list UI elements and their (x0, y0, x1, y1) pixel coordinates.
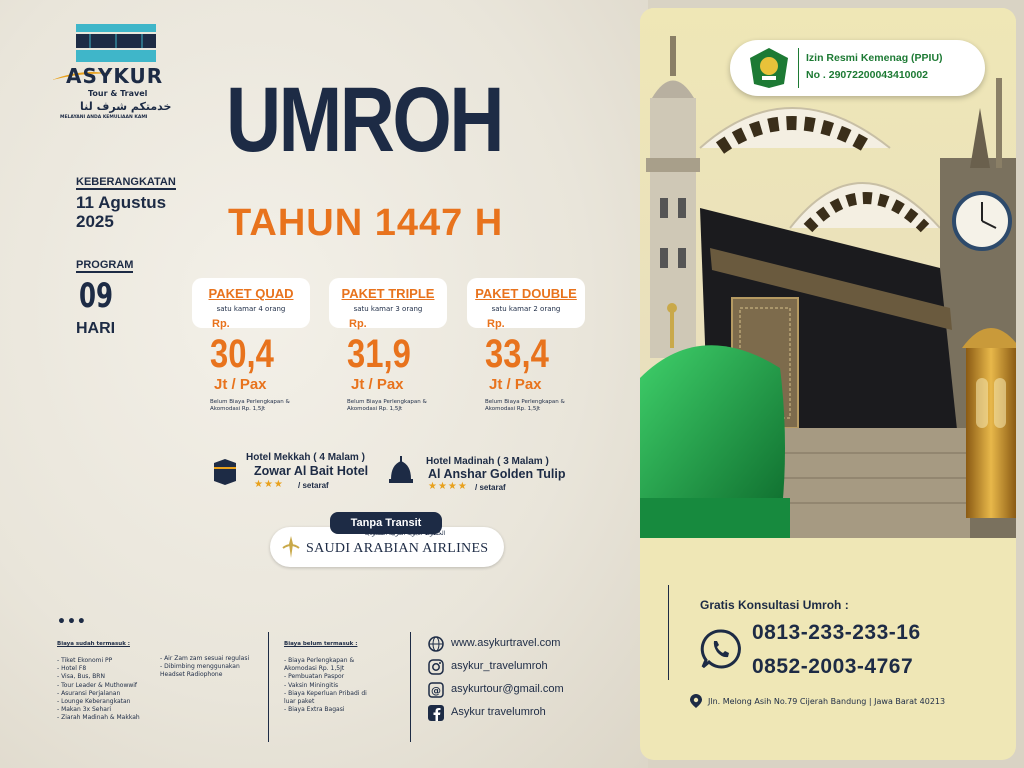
excluded-list (284, 657, 380, 714)
program-label: PROGRAM (76, 259, 134, 271)
brand-name: ASYKUR (66, 64, 164, 88)
package-price: 33,4 (485, 332, 549, 376)
kaaba-icon (212, 455, 238, 485)
package-note: Belum Biaya Perlengkapan & Akomodasi Rp. 1,5Jt (210, 399, 290, 412)
hotel-mekkah-name: Zowar Al Bait Hotel (254, 464, 369, 478)
brand-arabic: خدمتكم شرف لنا (80, 100, 172, 113)
transit-label: Tanpa Transit (330, 512, 442, 534)
included-title: Biaya sudah termasuk : (57, 641, 130, 647)
email-icon (428, 682, 444, 698)
package-currency: Rp. (212, 318, 230, 330)
hotel-madinah-name: Al Anshar Golden Tulip (428, 467, 566, 481)
mosque-dome-icon (388, 455, 414, 485)
package-unit: Jt / Pax (214, 376, 267, 393)
list-item: - Biaya Perlengkapan & Akomodasi Rp. 1,5Jt (284, 657, 380, 673)
list-item: - Tiket Ekonomi PP (57, 657, 157, 665)
package-room: satu kamar 2 orang (491, 305, 561, 313)
package-card-quad (192, 278, 310, 424)
contact-instagram[interactable]: asykur_travelumroh (451, 660, 548, 672)
package-currency: Rp. (487, 318, 505, 330)
package-price: 31,9 (347, 332, 411, 376)
divider (268, 632, 269, 742)
hotel-madinah-city: Hotel Madinah ( 3 Malam ) (426, 456, 549, 467)
package-note: Belum Biaya Perlengkapan & Akomodasi Rp. 1,5Jt (347, 399, 427, 412)
package-room: satu kamar 3 orang (353, 305, 423, 313)
list-item: - Ziarah Madinah & Makkah (57, 714, 157, 722)
airline-name: SAUDI ARABIAN AIRLINES (306, 541, 489, 556)
list-item: - Visa, Bus, BRN (57, 673, 157, 681)
included-list-2 (160, 655, 256, 680)
kemenag-emblem-icon (748, 46, 790, 90)
page-title: UMROH (226, 69, 502, 171)
package-unit: Jt / Pax (351, 376, 404, 393)
divider (410, 632, 411, 742)
package-card-triple (329, 278, 447, 424)
hotel-mekkah-equivalent: / setaraf (298, 481, 329, 490)
program-unit: HARI (76, 320, 116, 337)
package-name: PAKET DOUBLE (475, 286, 577, 301)
consult-title: Gratis Konsultasi Umroh : (700, 598, 849, 612)
list-item: - Makan 3x Sehari (57, 706, 157, 714)
package-unit: Jt / Pax (489, 376, 542, 393)
program-days: 09 (79, 276, 114, 316)
flyer-right-panel (640, 8, 1016, 760)
list-item: - Tour Leader & Muthowwif (57, 682, 157, 690)
logo-building-icon (70, 24, 162, 64)
hotel-mekkah-stars: ★★★ (254, 479, 284, 490)
airline-arabic: الخطوط الجوية العربية السعودية (364, 530, 446, 537)
package-card-double (467, 278, 585, 424)
package-room: satu kamar 4 orang (216, 305, 286, 313)
excluded-title: Biaya belum termasuk : (284, 641, 358, 647)
list-item: - Dibimbing menggunakan Headset Radiophone (160, 663, 256, 679)
facebook-icon (428, 705, 444, 721)
brand-tagline: MELAYANI ANDA KEMULIAAN KAMI (60, 115, 148, 120)
departure-date: 11 Agustus 2025 (76, 193, 167, 231)
dots-ornament: ••• (57, 614, 87, 630)
phone-number-2[interactable]: 0852-2003-4767 (752, 655, 914, 678)
package-price: 30,4 (210, 332, 274, 376)
package-name: PAKET TRIPLE (341, 286, 435, 301)
instagram-icon (428, 659, 444, 675)
divider (668, 585, 669, 680)
airline-emblem-icon (280, 534, 302, 560)
license-title: Izin Resmi Kemenag (PPIU) (806, 52, 943, 64)
list-item: - Pembuatan Paspor (284, 673, 380, 681)
package-name: PAKET QUAD (208, 286, 294, 301)
hotel-madinah-equivalent: / setaraf (475, 483, 506, 492)
contact-facebook[interactable]: Asykur travelumroh (451, 706, 546, 718)
phone-number-1[interactable]: 0813-233-233-16 (752, 621, 921, 644)
list-item: - Biaya Extra Bagasi (284, 706, 380, 714)
address: Jln. Melong Asih No.79 Cijerah Bandung | Jawa Barat 40213 (708, 697, 946, 706)
departure-label: KEBERANGKATAN (76, 176, 176, 188)
license-number: No . 29072200043410002 (806, 69, 929, 81)
page-subtitle: TAHUN 1447 H (228, 202, 504, 244)
included-list (57, 657, 157, 723)
contact-email[interactable]: asykurtour@gmail.com (451, 683, 564, 695)
list-item: - Vaksin Miningitis (284, 682, 380, 690)
package-currency: Rp. (349, 318, 367, 330)
location-pin-icon (690, 694, 702, 708)
hotel-mekkah-city: Hotel Mekkah ( 4 Malam ) (246, 452, 365, 463)
list-item: - Hotel F8 (57, 665, 157, 673)
divider (798, 48, 799, 88)
whatsapp-icon (700, 628, 742, 670)
list-item: - Asuransi Perjalanan (57, 690, 157, 698)
list-item: - Biaya Keperluan Pribadi di luar paket (284, 690, 380, 706)
brand-sub: Tour & Travel (88, 89, 148, 98)
package-note: Belum Biaya Perlengkapan & Akomodasi Rp. 1,5Jt (485, 399, 565, 412)
list-item: - Air Zam zam sesuai regulasi (160, 655, 256, 663)
svg-text:@: @ (431, 686, 441, 697)
hotel-madinah-stars: ★★★★ (428, 481, 468, 492)
list-item: - Lounge Keberangkatan (57, 698, 157, 706)
contact-website[interactable]: www.asykurtravel.com (451, 637, 561, 649)
globe-icon (428, 636, 444, 652)
